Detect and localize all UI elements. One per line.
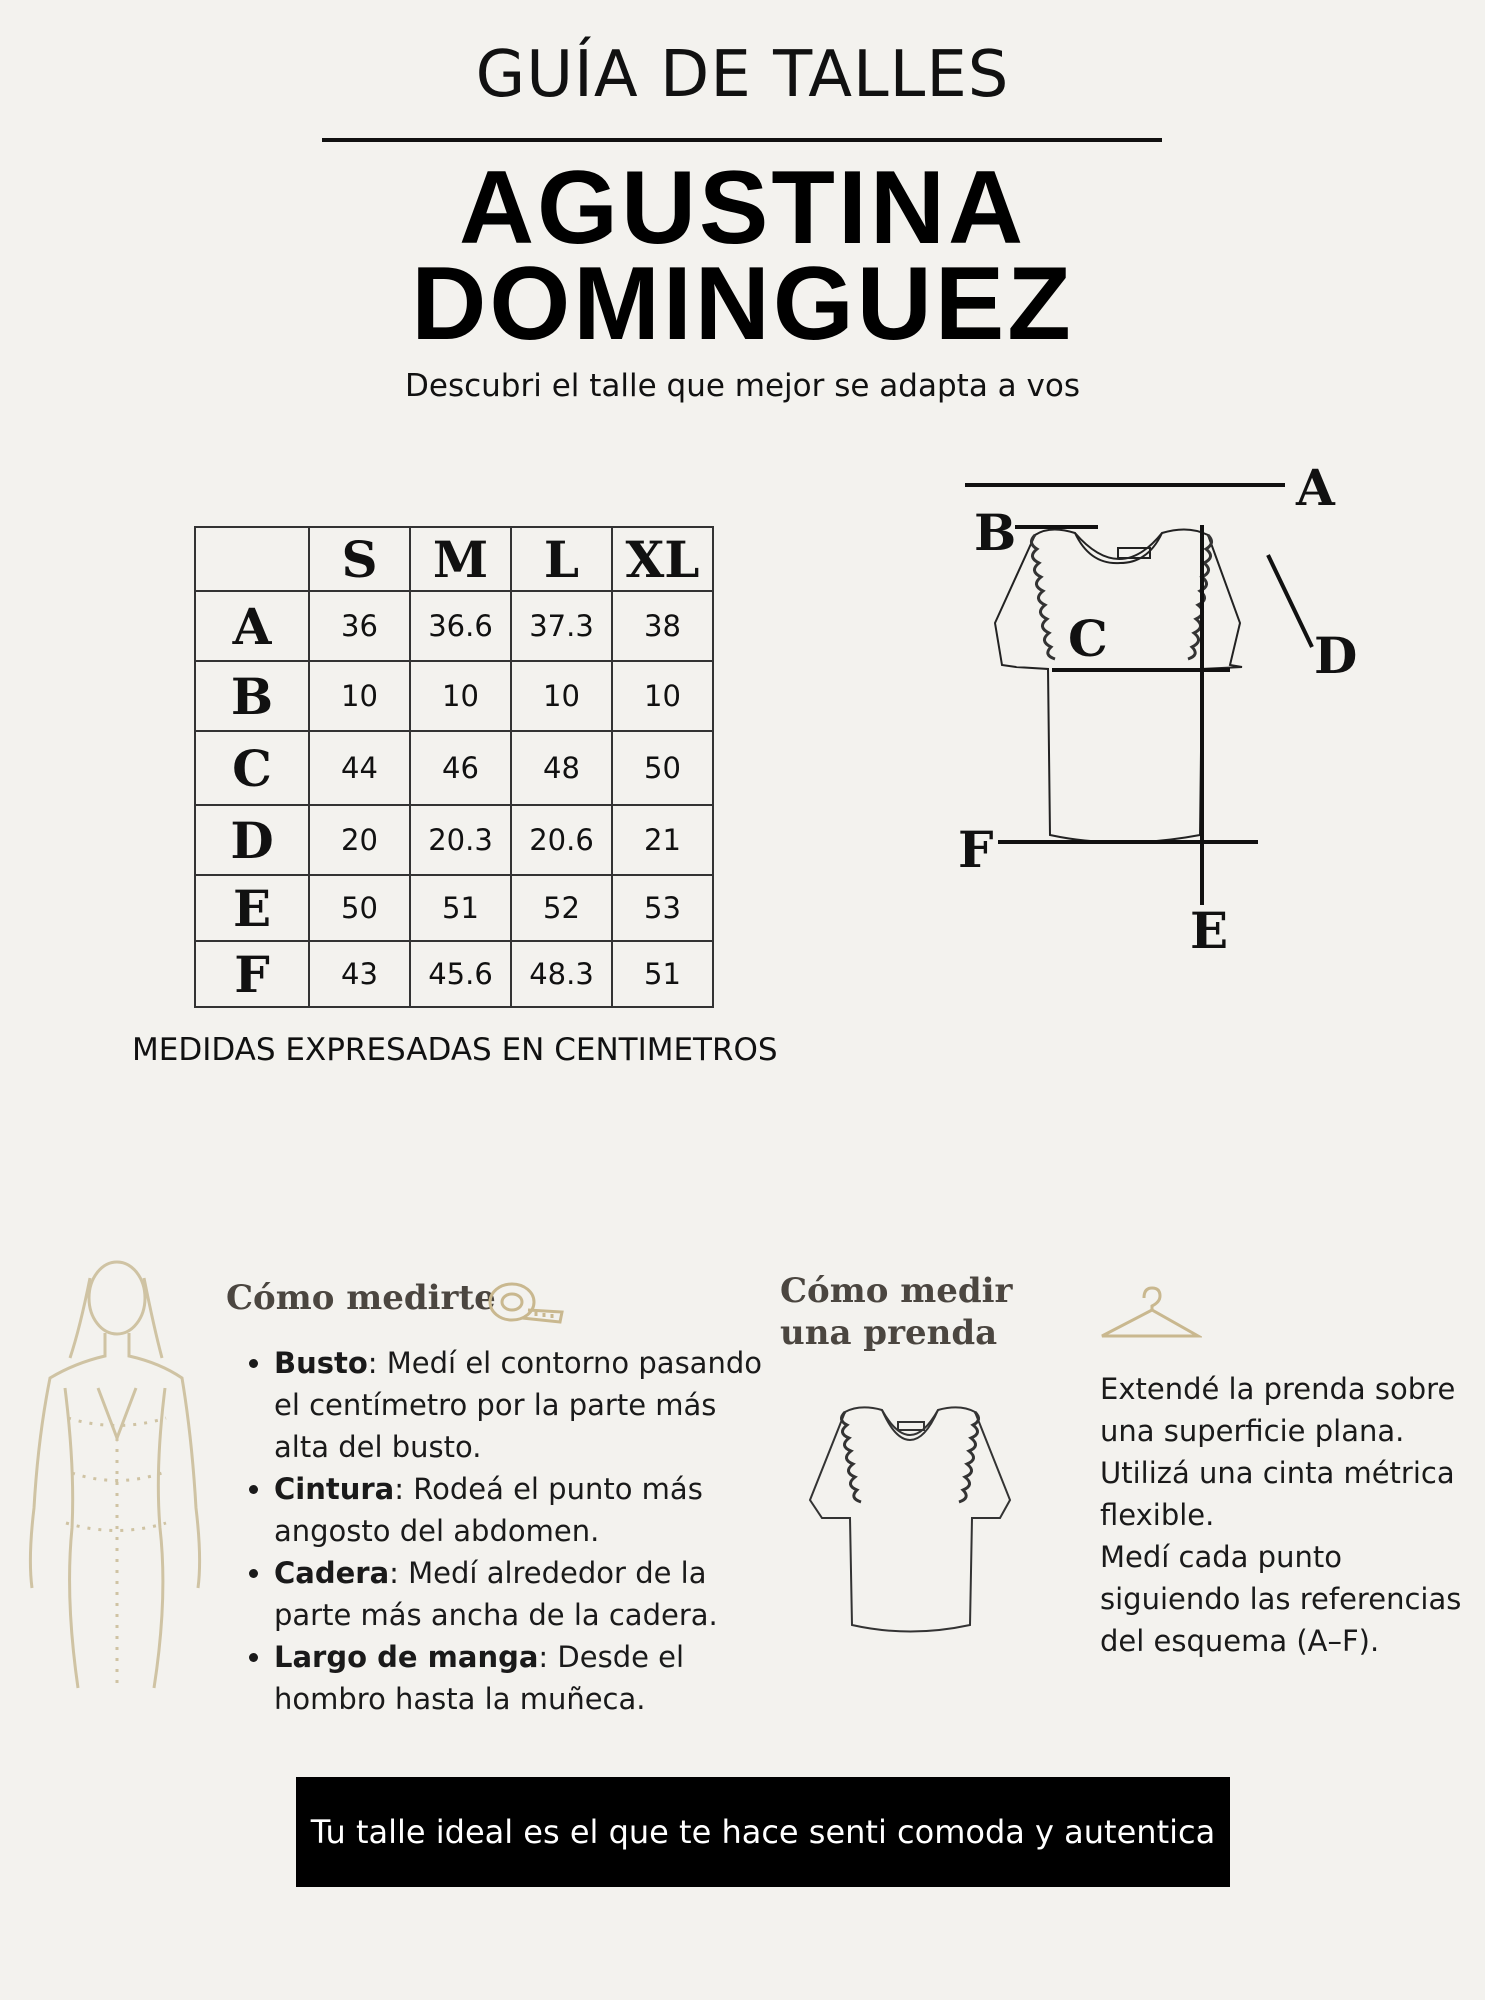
table-cell: 46 (410, 731, 511, 805)
measure-line-d (1268, 555, 1312, 647)
row-label: D (195, 805, 309, 875)
table-cell: 10 (410, 661, 511, 731)
brand-name-line2: DOMINGUEZ (411, 246, 1074, 362)
list-item (274, 1468, 774, 1552)
table-cell: 48.3 (511, 941, 612, 1007)
corner-cell (195, 527, 309, 591)
row-label: F (195, 941, 309, 1007)
table-row (195, 661, 713, 731)
table-row (195, 591, 713, 661)
instruction-line: Medí cada punto siguiendo las referencias del esquema (A–F). (1100, 1540, 1462, 1658)
list-item (274, 1636, 774, 1720)
instruction-line: Extendé la prenda sobre una superficie plana. (1100, 1372, 1456, 1448)
table-cell: 38 (612, 591, 713, 661)
row-label: C (195, 731, 309, 805)
diagram-label-c: C (1068, 609, 1108, 668)
size-header: XL (612, 527, 713, 591)
size-header: M (410, 527, 511, 591)
brand-name-line1: AGUSTINA (458, 150, 1027, 266)
table-row (195, 805, 713, 875)
list-item-text: : Medí alrededor de la parte más ancha de la cadera. (274, 1556, 718, 1632)
brand-name (0, 150, 1485, 362)
list-item (274, 1342, 774, 1468)
table-cell: 20 (309, 805, 410, 875)
how-to-measure-title: Cómo medirte (226, 1278, 496, 1318)
how-to-measure-garment-title: Cómo medir una prenda (780, 1271, 1013, 1353)
table-cell: 45.6 (410, 941, 511, 1007)
table-row (195, 875, 713, 941)
ruffle-right (1188, 535, 1212, 659)
table-cell: 20.6 (511, 805, 612, 875)
table-row (195, 941, 713, 1007)
table-cell: 52 (511, 875, 612, 941)
hanger-icon (1098, 1284, 1202, 1344)
table-cell: 36 (309, 591, 410, 661)
table-cell: 21 (612, 805, 713, 875)
row-label: E (195, 875, 309, 941)
row-label: A (195, 591, 309, 661)
table-cell: 50 (309, 875, 410, 941)
diagram-label-d: D (1314, 626, 1358, 685)
instruction-line: Utilizá una cinta métrica flexible. (1100, 1456, 1455, 1532)
subtitle: Descubri el talle que mejor se adapta a vos (405, 368, 1080, 404)
table-cell: 10 (612, 661, 713, 731)
table-cell: 10 (309, 661, 410, 731)
table-cell: 50 (612, 731, 713, 805)
table-cell: 53 (612, 875, 713, 941)
list-item-term: Cadera (274, 1556, 390, 1590)
size-header: L (511, 527, 612, 591)
table-cell: 10 (511, 661, 612, 731)
list-item-text: : Desde el hombro hasta la muñeca. (274, 1640, 685, 1716)
diagram-label-a: A (1296, 458, 1335, 517)
list-item-term: Busto (274, 1346, 368, 1380)
ruffle-left (1031, 535, 1055, 659)
table-cell: 48 (511, 731, 612, 805)
list-item-text: : Rodeá el punto más angosto del abdomen. (274, 1472, 703, 1548)
tshirt-sketch-icon (800, 1400, 1020, 1640)
row-label: B (195, 661, 309, 731)
diagram-label-b: B (974, 503, 1017, 562)
size-header-row (195, 527, 713, 591)
list-item-term: Largo de manga (274, 1640, 539, 1674)
guide-title: GUÍA DE TALLES (475, 38, 1010, 112)
table-cell: 20.3 (410, 805, 511, 875)
measuring-tape-icon (482, 1276, 566, 1332)
footer-text: Tu talle ideal es el que te hace senti comoda y autentica (310, 1813, 1216, 1851)
size-header: S (309, 527, 410, 591)
body-figure-sketch-icon (20, 1238, 210, 1698)
table-row (195, 731, 713, 805)
diagram-label-f: F (958, 820, 994, 879)
table-cell: 36.6 (410, 591, 511, 661)
list-item-term: Cintura (274, 1472, 395, 1506)
header-divider (322, 138, 1162, 142)
size-table (194, 526, 714, 1008)
measurement-instructions-list (232, 1342, 774, 1720)
list-item (274, 1552, 774, 1636)
table-cell: 44 (309, 731, 410, 805)
table-cell: 51 (612, 941, 713, 1007)
table-cell: 43 (309, 941, 410, 1007)
garment-measurement-diagram (940, 455, 1400, 965)
garment-instructions (1100, 1368, 1485, 1662)
table-cell: 37.3 (511, 591, 612, 661)
table-cell: 51 (410, 875, 511, 941)
units-note: MEDIDAS EXPRESADAS EN CENTIMETROS (132, 1032, 778, 1068)
footer-banner (296, 1777, 1230, 1887)
diagram-label-e: E (1190, 901, 1229, 960)
list-item-text: : Medí el contorno pasando el centímetro por la parte más alta del busto. (274, 1346, 762, 1464)
